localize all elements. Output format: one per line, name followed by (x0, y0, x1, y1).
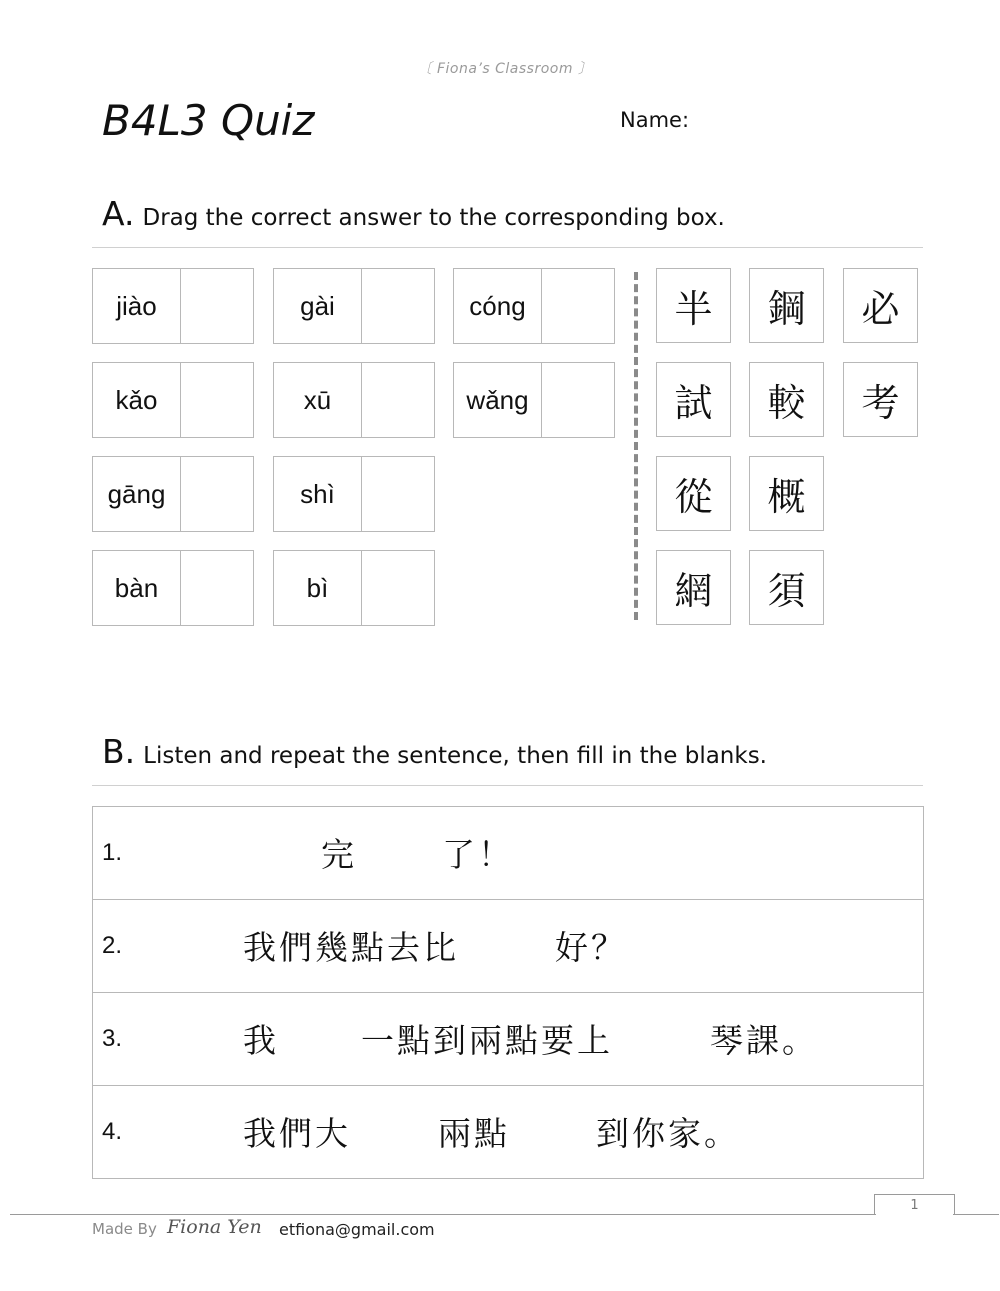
drop-box[interactable] (181, 363, 253, 437)
sentence-text: 兩點 (438, 1114, 510, 1153)
character-tile[interactable]: 半 (656, 268, 731, 343)
section-b-heading (102, 732, 767, 771)
pinyin-label: bàn (93, 551, 181, 625)
character-tile[interactable]: 試 (656, 362, 731, 437)
sentence-row (93, 993, 923, 1086)
drop-box[interactable] (542, 269, 614, 343)
drop-box[interactable] (362, 269, 434, 343)
classroom-header: 〔 Fiona’s Classroom 〕 (417, 61, 593, 77)
quiz-title: B4L3 Quiz (102, 96, 315, 145)
pinyin-label: jiào (93, 269, 181, 343)
character-tile[interactable]: 概 (749, 456, 824, 531)
section-a-heading (102, 194, 725, 233)
pinyin-label: shì (274, 457, 362, 531)
character-tile[interactable]: 網 (656, 550, 731, 625)
page-number: 1 (874, 1194, 955, 1215)
sentence-text: 我們幾點去比 (243, 928, 459, 967)
sentence-text: 琴課。 (710, 1021, 818, 1060)
dashed-divider (634, 272, 638, 620)
made-by-label: Made By (92, 1220, 157, 1238)
match-pair (92, 550, 254, 626)
drop-box[interactable] (362, 457, 434, 531)
pinyin-label: gài (274, 269, 362, 343)
pinyin-label: bì (274, 551, 362, 625)
match-pair (92, 362, 254, 438)
author-signature: Fiona Yen (167, 1216, 262, 1238)
drop-box[interactable] (362, 363, 434, 437)
match-pair (453, 268, 615, 344)
sentence-row (93, 1086, 923, 1178)
drop-box[interactable] (362, 551, 434, 625)
footer-rule (953, 1214, 999, 1215)
pinyin-label: xū (274, 363, 362, 437)
sentence-text: 我 (243, 1021, 279, 1060)
author-email: etfiona@gmail.com (279, 1220, 435, 1239)
sentence-number: 2. (102, 932, 123, 959)
section-b-rule (92, 785, 923, 786)
sentence-text: 我們大 (243, 1114, 351, 1153)
section-b-instruction: Listen and repeat the sentence, then fill in the blanks. (143, 743, 767, 769)
section-a-rule (92, 247, 923, 248)
section-a-instruction: Drag the correct answer to the corresponding box. (142, 205, 725, 231)
footer-rule (10, 1214, 876, 1215)
sentence-row (93, 807, 923, 900)
match-pair (273, 550, 435, 626)
match-pair (273, 456, 435, 532)
drop-box[interactable] (181, 269, 253, 343)
name-label: Name: (620, 108, 690, 132)
character-tile[interactable]: 須 (749, 550, 824, 625)
sentence-text: 一點到兩點要上 (361, 1021, 613, 1060)
sentence-row (93, 900, 923, 993)
pinyin-label: cóng (454, 269, 542, 343)
pinyin-label: gāng (93, 457, 181, 531)
character-tile[interactable]: 從 (656, 456, 731, 531)
match-pair (453, 362, 615, 438)
match-pair (273, 362, 435, 438)
sentence-number: 4. (102, 1118, 123, 1145)
match-pair (92, 268, 254, 344)
pinyin-label: kǎo (93, 363, 181, 437)
sentence-table (92, 806, 924, 1179)
character-tile[interactable]: 較 (749, 362, 824, 437)
sentence-text: 好？ (555, 928, 627, 967)
drop-box[interactable] (181, 551, 253, 625)
match-pair (273, 268, 435, 344)
section-b-letter: B. (102, 732, 136, 771)
character-tile[interactable]: 鋼 (749, 268, 824, 343)
sentence-text: 完 (321, 835, 357, 874)
drop-box[interactable] (542, 363, 614, 437)
drop-box[interactable] (181, 457, 253, 531)
pinyin-label: wǎng (454, 363, 542, 437)
character-tile[interactable]: 考 (843, 362, 918, 437)
sentence-number: 1. (102, 839, 123, 866)
sentence-text: 到你家。 (596, 1114, 740, 1153)
section-a-letter: A. (102, 194, 135, 233)
match-pair (92, 456, 254, 532)
sentence-number: 3. (102, 1025, 123, 1052)
character-tile[interactable]: 必 (843, 268, 918, 343)
sentence-text: 了！ (442, 835, 514, 874)
